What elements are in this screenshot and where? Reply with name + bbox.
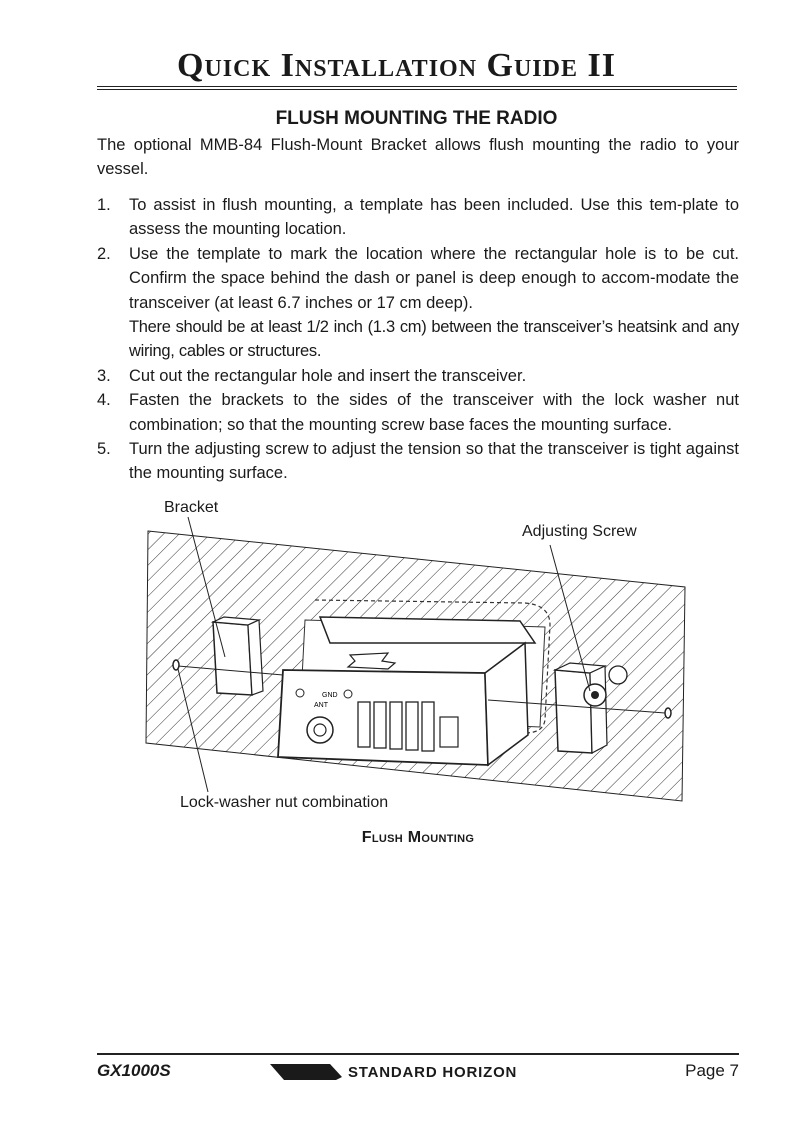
steps-list	[97, 193, 739, 486]
footer-model: GX1000S	[97, 1061, 171, 1080]
right-nut-icon	[665, 708, 671, 718]
step-number: 4.	[97, 391, 111, 410]
step-text: Use the template to mark the location where the rectangular hole is to be cut. Confirm the space behind the dash or panel is deep enough to accom-modate the transceiver (at least 6.7 inches or 17 cm deep).	[129, 244, 739, 312]
title-rule-top	[97, 86, 737, 87]
adjusting-screw-label: Adjusting Screw	[522, 523, 637, 540]
step-item	[97, 437, 739, 486]
gnd-label: GND	[322, 692, 338, 699]
step-item	[97, 193, 739, 242]
flush-mounting-figure	[140, 495, 700, 815]
title-rule-bottom	[97, 89, 737, 90]
ant-label: ANT	[314, 702, 328, 709]
brand-name: STANDARD HORIZON	[348, 1063, 518, 1081]
step-text: To assist in flush mounting, a template has been included. Use this tem-plate to assess the mounting location.	[129, 196, 739, 239]
front-screw-icon	[296, 689, 304, 697]
page-title: Quick Installation Guide II	[177, 47, 616, 84]
step-note: There should be at least 1/2 inch (1.3 cm) between the transceiver’s heatsink and any wiring, cables or structures.	[129, 318, 739, 361]
front-screw-icon	[344, 690, 352, 698]
bracket-label: Bracket	[164, 499, 219, 516]
flush-mounting-illustration	[140, 495, 700, 815]
step-item	[97, 388, 739, 437]
step-item	[97, 364, 739, 388]
heatsink-fins	[358, 702, 434, 751]
page-number: Page 7	[685, 1061, 739, 1080]
adjusting-knob-icon	[609, 666, 627, 684]
step-item	[97, 242, 739, 364]
step-number: 1.	[97, 196, 111, 214]
step-number: 3.	[97, 366, 111, 385]
section-heading: FLUSH MOUNTING THE RADIO	[275, 108, 558, 129]
standard-horizon-logo-icon	[270, 1061, 342, 1083]
step-text: Fasten the brackets to the sides of the transceiver with the lock washer nut combination; so that the mounting screw base faces the mounting surface.	[129, 391, 739, 434]
figure-caption: Flush Mounting	[361, 829, 475, 846]
footer-brand	[270, 1059, 517, 1085]
right-bracket	[555, 670, 592, 753]
step-text: Turn the adjusting screw to adjust the tension so that the transceiver is tight against the mounting surface.	[129, 440, 739, 483]
step-number: 5.	[97, 440, 111, 459]
step-number: 2.	[97, 244, 111, 263]
lock-washer-label: Lock-washer nut combination	[180, 794, 389, 811]
footer-rule	[97, 1053, 739, 1055]
left-nut-icon	[173, 660, 179, 670]
intro-paragraph: The optional MMB-84 Flush-Mount Bracket allows flush mounting the radio to your vessel.	[97, 136, 739, 178]
step-text: Cut out the rectangular hole and insert the transceiver.	[129, 366, 527, 385]
radio-top	[320, 617, 535, 643]
power-connector	[440, 717, 458, 747]
